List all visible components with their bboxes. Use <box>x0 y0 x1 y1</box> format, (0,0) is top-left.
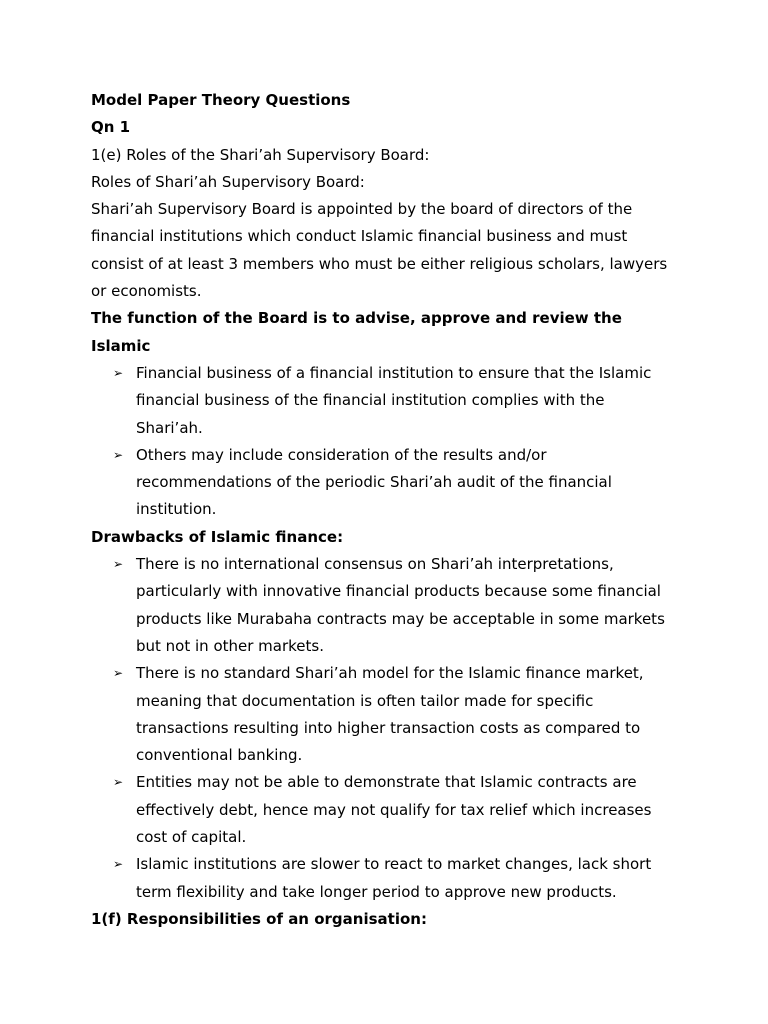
list-item <box>91 769 691 851</box>
arrow-bullet-icon: ➢ <box>113 775 124 790</box>
paragraph-line: Shari’ah Supervisory Board is appointed by the board of directors of the <box>91 200 633 219</box>
list-item-line: but not in other markets. <box>136 636 324 655</box>
paragraph-line: or economists. <box>91 282 202 301</box>
list-item-line: conventional banking. <box>136 746 303 765</box>
list-item <box>91 851 691 906</box>
arrow-bullet-icon: ➢ <box>113 557 124 572</box>
list-item-line: Entities may not be able to demonstrate that Islamic contracts are <box>136 773 637 792</box>
arrow-bullet-icon: ➢ <box>113 857 124 872</box>
list-item-line: particularly with innovative financial products because some financial <box>136 582 661 601</box>
document-body <box>91 87 691 933</box>
list-item <box>91 551 691 660</box>
section-f-heading: 1(f) Responsibilities of an organisation: <box>91 909 427 928</box>
list-item-line: products like Murabaha contracts may be acceptable in some markets <box>136 609 665 628</box>
list-item-line: institution. <box>136 500 217 519</box>
function-heading <box>91 305 691 360</box>
drawbacks-heading: Drawbacks of Islamic finance: <box>91 527 344 546</box>
roles-heading: Roles of Shari’ah Supervisory Board: <box>91 172 365 191</box>
document-title: Model Paper Theory Questions <box>91 91 351 109</box>
list-item-line: transactions resulting into higher transaction costs as compared to <box>136 718 641 737</box>
list-item <box>91 660 691 769</box>
list-item-line: recommendations of the periodic Shari’ah audit of the financial <box>136 473 612 492</box>
list-item <box>91 442 691 524</box>
arrow-bullet-icon: ➢ <box>113 666 124 681</box>
paragraph-line: financial institutions which conduct Islamic financial business and must <box>91 227 628 246</box>
list-item-line: cost of capital. <box>136 828 247 847</box>
list-item-line: term flexibility and take longer period to approve new products. <box>136 882 617 901</box>
paragraph-line: consist of at least 3 members who must be either religious scholars, lawyers <box>91 254 668 273</box>
list-item <box>91 360 691 442</box>
list-item-line: Shari’ah. <box>136 418 203 437</box>
function-bullet-list <box>91 360 691 524</box>
list-item-line: There is no standard Shari’ah model for the Islamic finance market, <box>136 664 644 683</box>
arrow-bullet-icon: ➢ <box>113 447 124 462</box>
list-item-line: meaning that documentation is often tailor made for specific <box>136 691 594 710</box>
question-number: Qn 1 <box>91 118 131 137</box>
heading-line: The function of the Board is to advise, approve and review the <box>91 309 622 328</box>
list-item-line: Financial business of a financial institution to ensure that the Islamic <box>136 363 652 382</box>
list-item-line: financial business of the financial institution complies with the <box>136 391 605 410</box>
drawbacks-bullet-list <box>91 551 691 906</box>
intro-paragraph <box>91 196 691 305</box>
list-item-line: There is no international consensus on Shari’ah interpretations, <box>136 555 614 574</box>
list-item-line: Others may include consideration of the results and/or <box>136 445 547 464</box>
heading-line: Islamic <box>91 336 151 355</box>
arrow-bullet-icon: ➢ <box>113 365 124 380</box>
list-item-line: effectively debt, hence may not qualify for tax relief which increases <box>136 800 652 819</box>
section-e-heading: 1(e) Roles of the Shari’ah Supervisory Board: <box>91 145 430 164</box>
list-item-line: Islamic institutions are slower to react to market changes, lack short <box>136 855 652 874</box>
